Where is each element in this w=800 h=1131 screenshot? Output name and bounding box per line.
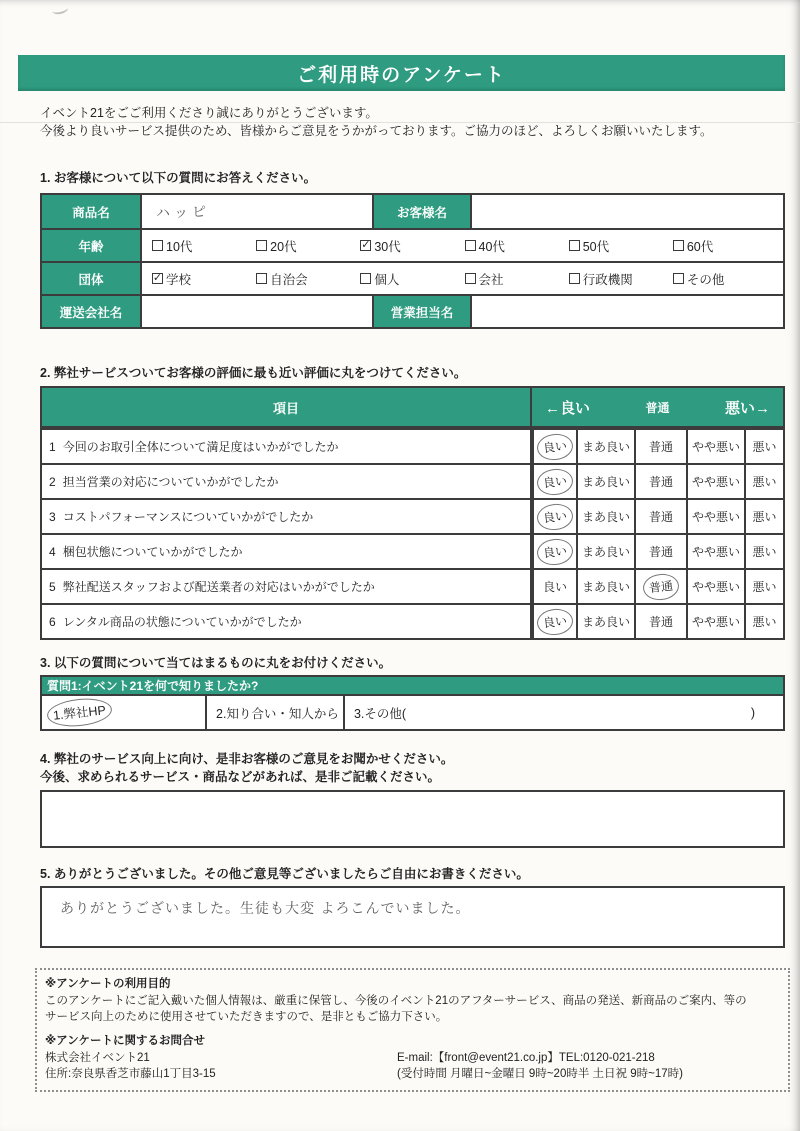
rating-label: 普通 [642, 572, 681, 602]
option-label: 10代 [166, 239, 193, 254]
group-option[interactable] [465, 270, 569, 288]
carrier-row [42, 294, 783, 327]
question-text: 弊社配送スタッフおよび配送業者の対応はいかがでしたか [62, 580, 375, 595]
free-comment-box[interactable] [40, 886, 785, 948]
rating-label: 悪い [752, 475, 777, 490]
free-comment-handwritten-value: ありがとうございました。生徒も大変 よろこんでいました。 [60, 901, 471, 918]
survey-row [42, 498, 783, 533]
source-option-referral[interactable] [207, 696, 345, 729]
rating-label: まあ良い [582, 545, 631, 560]
office-hours: (受付時間 月曜日~金曜日 9時~20時半 土日祝 9時~17時) [397, 1067, 683, 1080]
rating-label: 悪い [752, 580, 777, 595]
survey-question [42, 570, 532, 603]
rating-label: 普通 [649, 615, 674, 630]
rating-label: やや悪い [692, 440, 741, 455]
option-label: 30代 [374, 239, 401, 254]
rating-cell[interactable] [634, 430, 686, 463]
rating-label: 良い [542, 580, 567, 595]
rating-label: 良い [536, 432, 575, 462]
intro-line-2: 今後より良いサービス提供のため、皆様からご意見をうかがっております。ご協力のほど、よろしくお願いいたします。 [40, 124, 713, 139]
company-name: 株式会社イベント21 [45, 1051, 150, 1064]
question-text: 今回のお取引全体について満足度はいかがでしたか [62, 440, 339, 455]
section1-heading: 1. お客様について以下の質問にお答えください。 [40, 171, 317, 186]
option-label: 1.弊社HP [46, 696, 113, 730]
rating-label: やや悪い [692, 510, 741, 525]
customer-name-value-cell[interactable] [472, 195, 783, 228]
rating-cell[interactable] [634, 535, 686, 568]
question-text: コストパフォーマンスについていかがでしたか [62, 510, 314, 525]
rating-cell[interactable] [744, 605, 783, 638]
rating-label: 良い [536, 502, 575, 532]
age-option[interactable] [465, 237, 569, 255]
survey-question [42, 500, 532, 533]
survey-row [42, 568, 783, 603]
rating-label: 悪い [752, 615, 777, 630]
page-title: ご利用時のアンケート [297, 64, 506, 86]
scale-normal-label: 普通 [645, 400, 670, 415]
rating-table-header [42, 388, 783, 428]
rating-label: やや悪い [692, 475, 741, 490]
rating-cell[interactable] [744, 500, 783, 533]
rating-cell[interactable] [744, 465, 783, 498]
section4-heading-2: 今後、求められるサービス・商品などがあれば、是非ご記載ください。 [40, 770, 441, 785]
section2-heading: 2. 弊社サービスついてお客様の評価に最も近い評価に丸をつけてください。 [40, 366, 467, 381]
question1-bar: 質問1:イベント21を何で知りましたか? [42, 677, 783, 696]
checkbox-icon [256, 273, 267, 284]
group-option[interactable] [152, 270, 256, 288]
scan-artifact-mark [51, 3, 69, 15]
question-text: 梱包状態についていかがでしたか [62, 545, 243, 560]
rating-label: 良い [536, 537, 575, 567]
source-option-hp[interactable] [42, 696, 207, 729]
rating-cell[interactable] [634, 465, 686, 498]
section3-heading: 3. 以下の質問について当てはまるものに丸をお付けください。 [40, 656, 392, 671]
checkbox-icon [256, 240, 267, 251]
rating-label: 悪い [752, 440, 777, 455]
question-text: レンタル商品の状態についていかがでしたか [62, 615, 302, 630]
contact-columns [45, 1050, 780, 1083]
group-options [142, 263, 783, 294]
rating-cell[interactable] [576, 570, 634, 603]
rating-cell[interactable] [634, 605, 686, 638]
rating-label: 良い [536, 607, 575, 637]
checkbox-icon [465, 240, 476, 251]
contact-title: ※アンケートに関するお問合せ [45, 1035, 205, 1048]
rating-label: まあ良い [582, 440, 631, 455]
rating-label: やや悪い [692, 580, 741, 595]
rating-cell[interactable] [744, 535, 783, 568]
checkbox-icon [569, 240, 580, 251]
age-label-cell: 年齢 [42, 230, 142, 261]
survey-question [42, 535, 532, 568]
group-label-cell: 団体 [42, 263, 142, 294]
option-label: 20代 [270, 239, 297, 254]
product-value-cell[interactable] [142, 195, 372, 228]
carrier-value-cell[interactable] [142, 296, 372, 327]
rating-cell[interactable] [634, 570, 686, 603]
contact-right-column [397, 1050, 780, 1083]
question-number: 5 [49, 579, 56, 594]
option-label: 会社 [478, 272, 504, 287]
group-option[interactable] [569, 270, 673, 288]
sales-rep-value-cell[interactable] [472, 296, 783, 327]
option-label: 40代 [478, 239, 505, 254]
rating-cell[interactable] [686, 465, 744, 498]
rating-table [40, 386, 785, 640]
survey-question [42, 605, 532, 638]
source-question-table [40, 675, 785, 731]
email-tel: E-mail:【front@event21.co.jp】TEL:0120-021-218 [397, 1051, 655, 1064]
rating-cell[interactable] [686, 430, 744, 463]
question-number: 1 [49, 439, 56, 454]
section5-heading: 5. ありがとうございました。その他ご意見等ございましたらご自由にお書きください。 [40, 867, 529, 882]
scan-line-artifact [0, 122, 800, 123]
close-paren: ) [750, 705, 755, 720]
age-option[interactable] [569, 237, 673, 255]
option-label: 個人 [374, 272, 400, 287]
rating-cell[interactable] [686, 535, 744, 568]
rating-cell[interactable] [532, 500, 576, 533]
age-option[interactable] [673, 237, 777, 255]
rating-cell[interactable] [686, 570, 744, 603]
rating-label: まあ良い [582, 510, 631, 525]
scale-header [532, 388, 783, 426]
rating-cell[interactable] [532, 430, 576, 463]
rating-cell[interactable] [686, 605, 744, 638]
rating-label: 普通 [649, 475, 674, 490]
age-option[interactable] [152, 237, 256, 255]
checkbox-icon [673, 273, 684, 284]
age-option[interactable] [256, 237, 360, 255]
purpose-title: ※アンケートの利用目的 [45, 978, 171, 991]
group-option[interactable] [256, 270, 360, 288]
survey-question [42, 465, 532, 498]
survey-row [42, 463, 783, 498]
rating-label: 普通 [649, 545, 674, 560]
rating-cell[interactable] [532, 605, 576, 638]
rating-label: やや悪い [692, 615, 741, 630]
company-address: 住所:奈良県香芝市藤山1丁目3-15 [45, 1067, 216, 1080]
rating-cell[interactable] [576, 605, 634, 638]
rating-label: まあ良い [582, 580, 631, 595]
question-number: 2 [49, 474, 56, 489]
survey-row [42, 533, 783, 568]
source-options-row [42, 696, 783, 729]
option-label: 行政機関 [582, 272, 633, 287]
carrier-label-cell: 運送会社名 [42, 296, 142, 327]
rating-cell[interactable] [532, 570, 576, 603]
rating-cell[interactable] [744, 430, 783, 463]
question-number: 4 [49, 544, 56, 559]
checkbox-icon [360, 240, 371, 251]
section4-heading-1: 4. 弊社のサービス向上に向け、是非お客様のご意見をお聞かせください。 [40, 752, 454, 767]
rating-cell[interactable] [634, 500, 686, 533]
checkbox-icon [673, 240, 684, 251]
source-option-other[interactable] [345, 696, 783, 729]
item-column-header: 項目 [42, 388, 532, 426]
rating-label: まあ良い [582, 615, 631, 630]
rating-label: まあ良い [582, 475, 631, 490]
customer-name-label-cell: お客様名 [372, 195, 472, 228]
product-label-cell: 商品名 [42, 195, 142, 228]
option-label: 自治会 [270, 272, 308, 287]
rating-label: やや悪い [692, 545, 741, 560]
page-title-band [18, 55, 785, 91]
intro-line-1: イベント21をごご利用くださり誠にありがとうございます。 [40, 106, 378, 120]
checkbox-icon [569, 273, 580, 284]
customer-info-table [40, 193, 785, 329]
age-options [142, 230, 783, 261]
purpose-line-2: サービス向上のために使用させていただきますので、是非ともご協力下さい。 [45, 1010, 448, 1023]
checkbox-icon [360, 273, 371, 284]
group-option[interactable] [673, 270, 777, 288]
rating-label: 悪い [752, 545, 777, 560]
group-row [42, 261, 783, 294]
age-option[interactable] [360, 237, 464, 255]
opinion-text-box[interactable] [40, 790, 785, 848]
rating-cell[interactable] [576, 465, 634, 498]
purpose-line-1: このアンケートにご記入戴いた個人情報は、厳重に保管し、今後のイベント21のアフターサービス、商品の発送、新商品のご案内、等の [45, 994, 747, 1007]
question-text: 担当営業の対応についていかがでしたか [62, 475, 279, 490]
option-label: 3.その他( [353, 706, 407, 721]
survey-row [42, 428, 783, 463]
rating-cell[interactable] [576, 500, 634, 533]
product-row [42, 195, 783, 228]
rating-cell[interactable] [532, 535, 576, 568]
sales-rep-label-cell: 営業担当名 [372, 296, 472, 327]
option-label: その他 [686, 272, 725, 287]
footer-notice-box [35, 968, 790, 1092]
rating-cell[interactable] [532, 465, 576, 498]
rating-label: 普通 [649, 510, 674, 525]
scale-good-label: ←良い [545, 399, 591, 417]
age-row [42, 228, 783, 261]
scale-bad-label: 悪い→ [724, 399, 770, 417]
question-number: 3 [49, 509, 56, 524]
survey-question [42, 430, 532, 463]
option-label: 50代 [582, 239, 610, 254]
product-handwritten-value: ハッピ [155, 204, 211, 222]
rating-cell[interactable] [576, 430, 634, 463]
checkbox-icon [152, 240, 163, 251]
option-label: 学校 [166, 272, 192, 287]
option-label: 60代 [686, 239, 714, 254]
rating-cell[interactable] [744, 570, 783, 603]
checkbox-icon [152, 273, 163, 284]
group-option[interactable] [360, 270, 464, 288]
checkbox-icon [465, 273, 476, 284]
rating-cell[interactable] [686, 500, 744, 533]
rating-label: 良い [536, 467, 575, 497]
rating-cell[interactable] [576, 535, 634, 568]
contact-left-column [45, 1050, 397, 1083]
option-label: 2.知り合い・知人から [216, 706, 339, 721]
survey-row [42, 603, 783, 638]
rating-label: 普通 [649, 440, 674, 455]
question-number: 6 [49, 614, 56, 629]
rating-label: 悪い [752, 510, 777, 525]
